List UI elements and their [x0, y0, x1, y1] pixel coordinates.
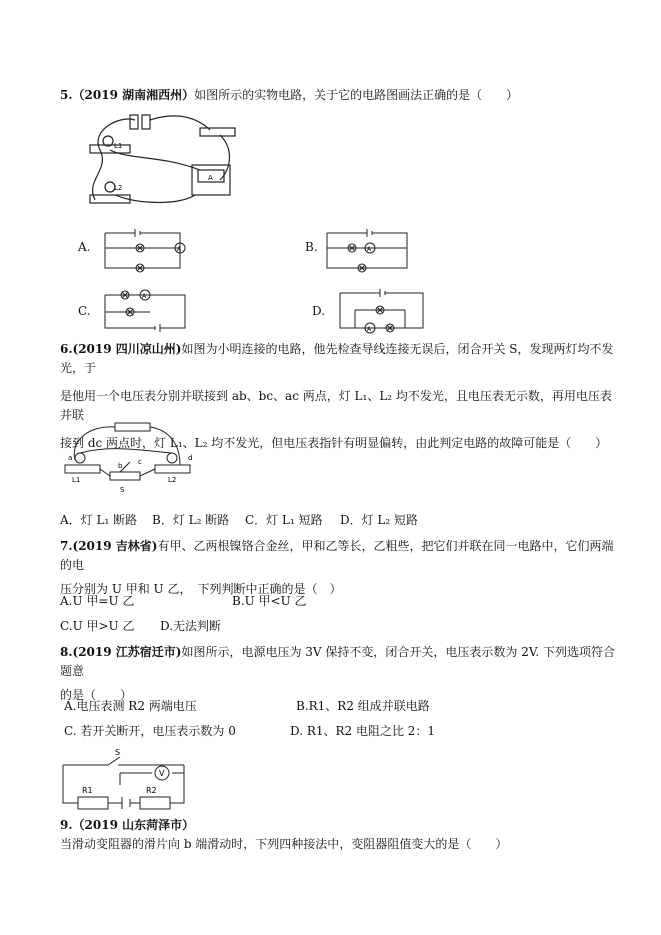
l2-label: L2 — [114, 184, 123, 192]
question-text-line-2: 的是（ ） — [60, 688, 133, 702]
switch-label: S — [120, 486, 125, 494]
question-5-stem — [60, 86, 620, 105]
question-text-line-1: 有甲、乙两根镍铬合金丝，甲和乙等长，乙粗些，把它们并联在同一电路中，它们两端的电 — [60, 539, 614, 572]
question-number: 6. — [60, 342, 73, 356]
question-source: (2019 吉林省) — [72, 539, 158, 553]
point-a-label: a — [68, 454, 73, 462]
q6-option-b: B．灯 L₂ 断路 — [152, 513, 230, 527]
q5-option-c-label: C. — [78, 304, 91, 318]
question-text-line-1: 如图所示，电源电压为 3V 保持不变，闭合开关，电压表示数为 2V. 下列选项符合题意 — [60, 645, 616, 678]
q5-option-a-label: A. — [78, 240, 91, 254]
question-text: 如图所示的实物电路，关于它的电路图画法正确的是（ ） — [194, 88, 519, 102]
question-8-stem — [60, 643, 620, 705]
q6-option-c: C．灯 L₁ 短路 — [245, 513, 323, 527]
ammeter-c-label: A — [142, 293, 147, 300]
q7-option-b: B.U 甲<U 乙 — [232, 594, 307, 608]
question-number: 8. — [60, 645, 73, 659]
question-text-line-2: 压分别为 U 甲和 U 乙， 下列判断中正确的是（ ） — [60, 582, 342, 596]
ammeter-label: A — [208, 174, 213, 182]
point-b-label: b — [118, 462, 123, 470]
q5-option-d-diagram — [335, 288, 430, 336]
q5-physical-circuit-figure — [80, 110, 240, 210]
question-text: 当滑动变阻器的滑片向 b 端滑动时，下列四种接法中，变阻器阻值变大的是（ ） — [60, 837, 508, 851]
question-7-stem — [60, 537, 620, 599]
question-number: 9. — [60, 818, 73, 832]
q8-option-c: C. 若开关断开，电压表示数为 0 — [64, 724, 236, 738]
ammeter-a-label: A — [177, 246, 182, 253]
q6-option-d: D．灯 L₂ 短路 — [340, 513, 419, 527]
question-source: （2019 山东菏泽市） — [72, 818, 195, 832]
q7-option-c: C.U 甲>U 乙 — [60, 619, 135, 633]
q5-option-b-label: B. — [305, 240, 318, 254]
question-source: （2019 湖南湘西州） — [72, 88, 195, 102]
q6-physical-circuit-figure — [60, 420, 200, 495]
l2-label: L2 — [168, 476, 177, 484]
q5-option-a-diagram — [100, 228, 190, 273]
q5-option-b-diagram — [322, 228, 412, 273]
q8-option-b: B.R1、R2 组成并联电路 — [296, 699, 430, 713]
r2-label: R2 — [146, 786, 157, 795]
question-text-line-1: 如图为小明连接的电路，他先检查导线连接无误后，闭合开关 S，发现两灯均不发光，于 — [60, 342, 614, 375]
l1-label: L1 — [114, 142, 123, 150]
question-text-line-3: 接到 dc 两点时，灯 L₁、L₂ 均不发光，但电压表指针有明显偏转，由此判定电路的故障可能是（ ） — [60, 436, 608, 450]
question-text-line-2: 是他用一个电压表分别并联接到 ab、bc、ac 两点，灯 L₁、L₂ 均不发光，且电压表无示数，再用电压表并联 — [60, 389, 612, 422]
voltmeter-label: V — [159, 769, 165, 778]
q5-option-c-diagram — [100, 290, 190, 335]
q7-option-a: A.U 甲=U 乙 — [60, 594, 135, 608]
question-source: (2019 江苏宿迁市) — [72, 645, 182, 659]
question-source: (2019 四川凉山州) — [72, 342, 182, 356]
l1-label: L1 — [72, 476, 81, 484]
q5-option-d-label: D. — [312, 304, 326, 318]
question-number: 7. — [60, 539, 73, 553]
point-c-label: c — [138, 458, 142, 466]
r1-label: R1 — [82, 786, 93, 795]
q6-option-a: A．灯 L₁ 断路 — [60, 513, 138, 527]
question-9-stem — [60, 816, 640, 854]
q8-option-a: A.电压表测 R2 两端电压 — [64, 699, 197, 713]
q8-option-d: D. R1、R2 电阻之比 2：1 — [290, 724, 436, 738]
ammeter-d-label: A — [367, 326, 372, 333]
point-d-label: d — [188, 454, 193, 462]
q8-circuit-diagram — [60, 745, 190, 807]
switch-label: S — [115, 748, 121, 757]
ammeter-b-label: A — [367, 246, 372, 253]
q7-option-d: D.无法判断 — [160, 619, 222, 633]
question-number: 5. — [60, 88, 73, 102]
